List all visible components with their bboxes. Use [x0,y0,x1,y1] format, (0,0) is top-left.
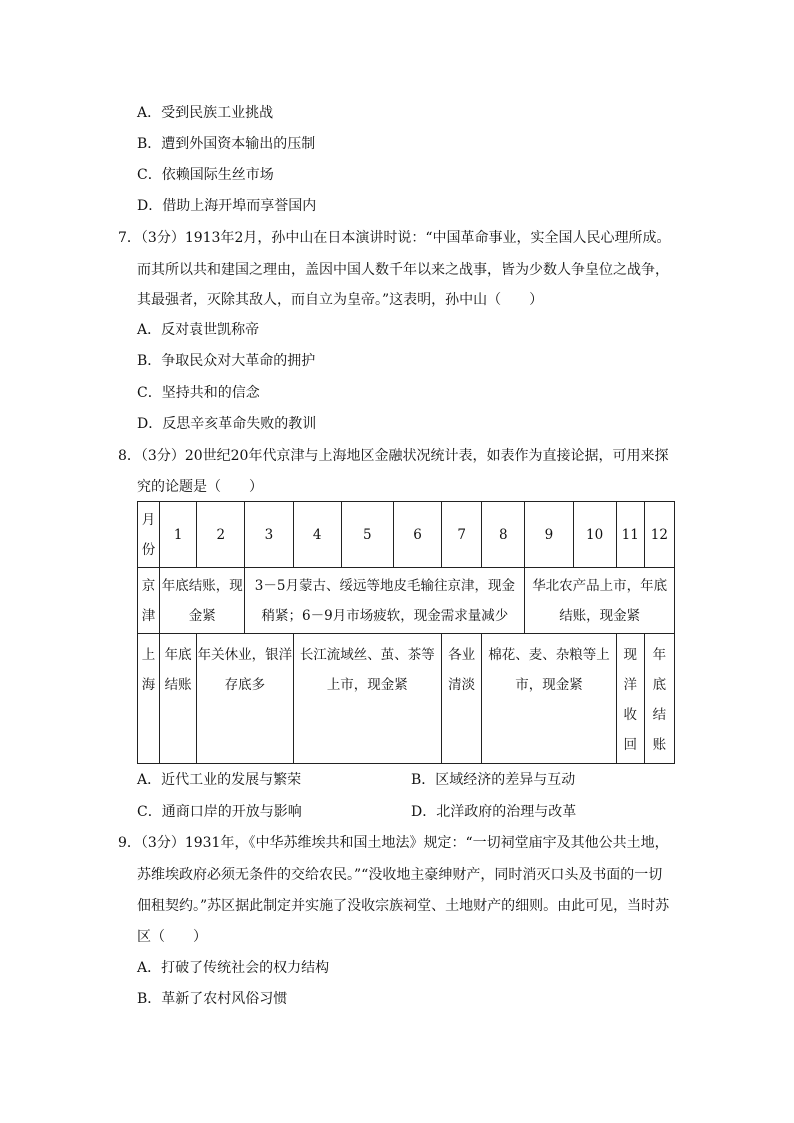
shanghai-cell-aug-oct: 棉花、麦、杂粮等上 市，现金紧 [482,634,616,764]
q7-option-a: A．反对袁世凯称帝 [137,322,260,338]
q9-stem-line3: 佃租契约。”苏区据此制定并实施了没收宗族祠堂、土地财产的细则。由此可见，当时苏 [137,898,670,914]
q7-option-c: C．坚持共和的信念 [137,385,260,401]
month-cell: 5 [341,502,393,568]
q8-stem-line1: 8．（3分）20世纪20年代京津与上海地区金融状况统计表，如表作为直接论据，可用来探 [118,448,669,464]
q8-option-d: D．北洋政府的治理与改革 [411,804,577,820]
finance-table [137,501,675,764]
month-cell: 2 [197,502,245,568]
shanghai-cell-dec: 年 底 结 账 [644,634,674,764]
option-b: B．遭到外国资本输出的压制 [137,136,316,152]
q7-stem-line1: 7．（3分）1913年2月，孙中山在日本演讲时说：“中国革命事业，实全国人民心理所成。 [118,230,671,246]
month-cell: 1 [160,502,197,568]
jingjin-cell-sep-dec: 华北农产品上市，年底 结账，现金紧 [525,568,675,634]
shanghai-cell-apr-jun: 长江流域丝、茧、茶等 上市，现金紧 [293,634,442,764]
month-cell: 9 [525,502,573,568]
q8-option-c: C．通商口岸的开放与影响 [137,804,302,820]
q9-stem-line4: 区（ ） [137,929,207,945]
shanghai-cell-jul: 各业 清淡 [442,634,482,764]
region-label-jingjin: 京 津 [138,568,160,634]
shanghai-cell-nov: 现 洋 收 回 [616,634,644,764]
month-cell: 11 [616,502,644,568]
q9-option-a: A．打破了传统社会的权力结构 [137,960,330,976]
q7-stem-line3: 其最强者，灭除其敌人，而自立为皇帝。”这表明，孙中山（ ） [137,292,544,308]
jingjin-cell-jan-feb: 年底结账，现 金紧 [160,568,245,634]
table-row-months [138,502,675,568]
q8-stem-line2: 究的论题是（ ） [137,479,263,495]
option-a: A．受到民族工业挑战 [137,105,274,121]
table-row-jingjin [138,568,675,634]
month-cell: 12 [644,502,674,568]
q7-option-d: D．反思辛亥革命失败的教训 [137,416,317,432]
region-label-shanghai: 上 海 [138,634,160,764]
option-c: C．依赖国际生丝市场 [137,167,274,183]
month-cell: 7 [442,502,482,568]
month-header-cell: 月 份 [138,502,160,568]
q8-option-b: B．区域经济的差异与互动 [411,772,576,788]
month-cell: 4 [293,502,341,568]
shanghai-cell-jan: 年底 结账 [160,634,197,764]
month-cell: 6 [393,502,441,568]
table-row-shanghai [138,634,675,764]
q7-stem-line2: 而其所以共和建国之理由，盖因中国人数千年以来之战事，皆为少数人争皇位之战争， [137,262,669,278]
month-cell: 8 [482,502,525,568]
q9-option-b: B．革新了农村风俗习惯 [137,991,288,1007]
shanghai-cell-feb-mar: 年关休业，银洋 存底多 [197,634,293,764]
option-d: D．借助上海开埠而享誉国内 [137,198,317,214]
q9-stem-line1: 9．（3分）1931年，《中华苏维埃共和国土地法》规定：“一切祠堂庙宇及其他公共土地， [118,835,669,851]
month-cell: 3 [245,502,293,568]
q8-option-a: A．近代工业的发展与繁荣 [137,772,302,788]
q9-stem-line2: 苏维埃政府必须无条件的交给农民。”“没收地主豪绅财产，同时消灭口头及书面的一切 [137,867,663,883]
month-cell: 10 [573,502,616,568]
q7-option-b: B．争取民众对大革命的拥护 [137,353,316,369]
jingjin-cell-mar-aug: 3－5月蒙古、绥远等地皮毛输往京津，现金 稍紧；6－9月市场疲软，现金需求量减少 [245,568,525,634]
